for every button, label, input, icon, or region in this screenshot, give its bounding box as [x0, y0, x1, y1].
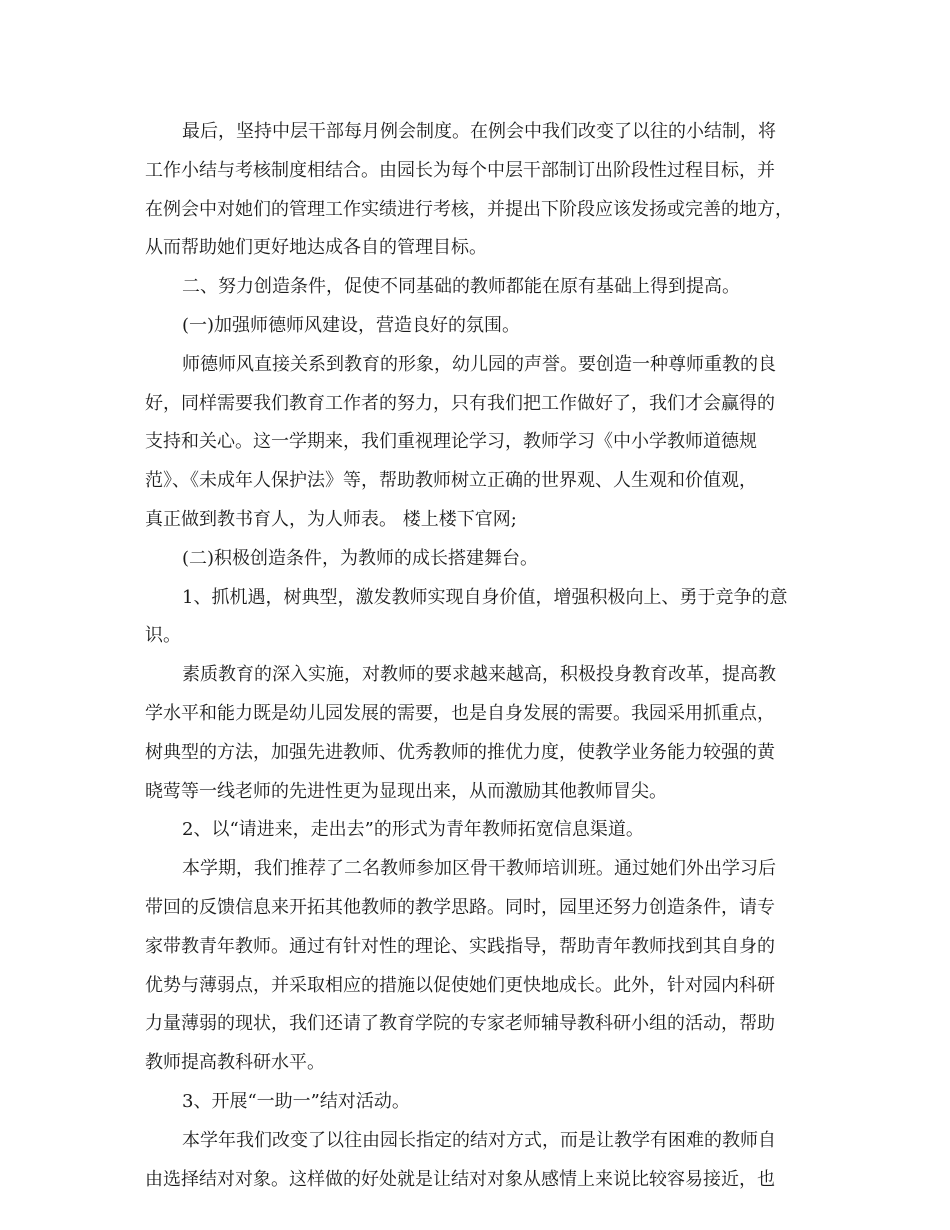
text-line: 范》、《未成年人保护法》等，帮助教师树立正确的世界观、人生观和价值观， — [145, 470, 757, 492]
text-line: 支持和关心。这一学期来，我们重视理论学习，教师学习《中小学教师道德规 — [145, 431, 757, 453]
text-line: 晓莺等一线老师的先进性更为显现出来，从而激励其他教师冒尖。 — [145, 780, 667, 802]
text-line: 2、以“请进来，走出去”的形式为青年教师拓宽信息渠道。 — [182, 819, 644, 841]
text-line: (一)加强师德师风建设，营造良好的氛围。 — [182, 314, 521, 336]
text-line: 素质教育的深入实施，对教师的要求越来越高，积极投身教育改革，提高教 — [182, 664, 776, 686]
text-line: 真正做到教书育人，为人师表。 楼上楼下官网; — [145, 508, 517, 530]
text-line: 家带教青年教师。通过有针对性的理论、实践指导，帮助青年教师找到其自身的 — [145, 935, 775, 957]
text-line: 在例会中对她们的管理工作实绩进行考核，并提出下阶段应该发扬或完善的地方， — [145, 198, 793, 220]
text-line: 优势与薄弱点，并采取相应的措施以促使她们更快地成长。此外，针对园内科研 — [145, 974, 775, 996]
text-line: 识。 — [145, 625, 181, 647]
text-line: 教师提高教科研水平。 — [145, 1052, 325, 1074]
text-line: 二、努力创造条件，促使不同基础的教师都能在原有基础上得到提高。 — [182, 276, 740, 298]
text-line: 1、抓机遇，树典型，激发教师实现自身价值，增强积极向上、勇于竞争的意 — [182, 586, 788, 608]
text-line: 工作小结与考核制度相结合。由园长为每个中层干部制订出阶段性过程目标，并 — [145, 159, 775, 181]
text-line: 师德师风直接关系到教育的形象，幼儿园的声誉。要创造一种尊师重教的良 — [182, 353, 776, 375]
text-line: 带回的反馈信息来开拓其他教师的教学思路。同时，园里还努力创造条件，请专 — [145, 896, 775, 918]
text-line: 树典型的方法，加强先进教师、优秀教师的推优力度，使教学业务能力较强的黄 — [145, 741, 775, 763]
text-line: 3、开展“一助一”结对活动。 — [182, 1090, 410, 1112]
text-line: 本学年我们改变了以往由园长指定的结对方式，而是让教学有困难的教师自 — [182, 1129, 776, 1151]
text-line: 最后，坚持中层干部每月例会制度。在例会中我们改变了以往的小结制，将 — [182, 121, 776, 142]
text-line: (二)积极创造条件，为教师的成长搭建舞台。 — [182, 547, 539, 569]
text-line: 好，同样需要我们教育工作者的努力，只有我们把工作做好了，我们才会赢得的 — [145, 392, 775, 414]
text-line: 学水平和能力既是幼儿园发展的需要，也是自身发展的需要。我园采用抓重点， — [145, 702, 775, 724]
text-line: 本学期，我们推荐了二名教师参加区骨干教师培训班。通过她们外出学习后 — [182, 858, 776, 880]
document-body — [145, 113, 810, 1199]
text-line: 力量薄弱的现状，我们还请了教育学院的专家老师辅导教科研小组的活动，帮助 — [145, 1013, 775, 1035]
text-line: 由选择结对对象。这样做的好处就是让结对对象从感情上来说比较容易接近，也 — [145, 1168, 775, 1190]
text-line: 从而帮助她们更好地达成各自的管理目标。 — [145, 237, 487, 259]
